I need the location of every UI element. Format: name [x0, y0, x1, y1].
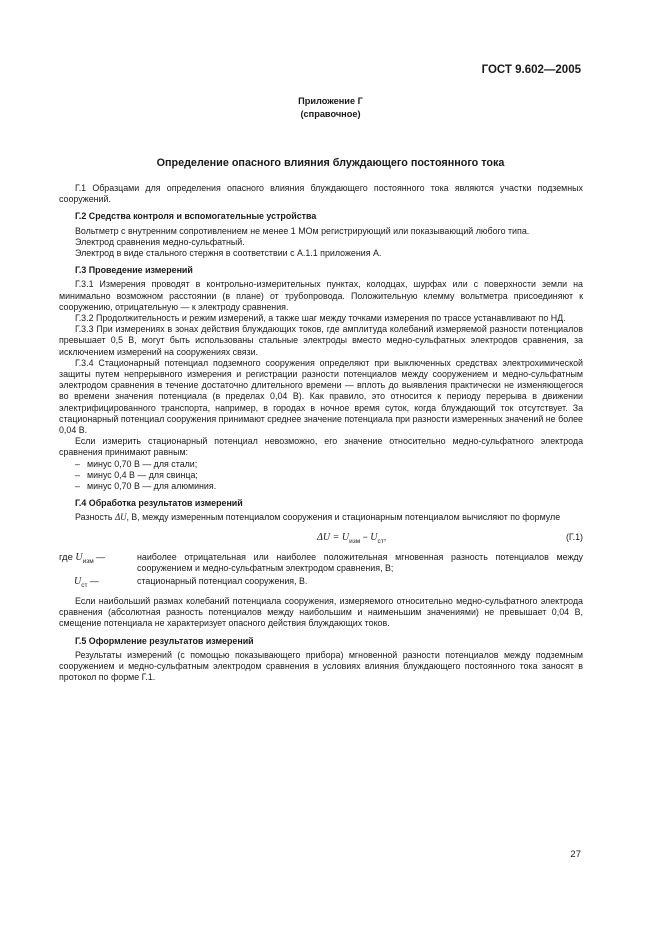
clause-g2-reference-electrode: Электрод сравнения медно-сульфатный.	[75, 236, 245, 247]
page-number: 27	[570, 849, 581, 860]
section-heading-g3: Г.3 Проведение измерений	[75, 265, 193, 276]
appendix-label	[0, 95, 661, 121]
appendix-status: (справочное)	[300, 109, 361, 119]
legend-row	[59, 576, 583, 591]
legend-symbol: $U_{ст}$ —	[74, 576, 99, 589]
list-item: – минус 0,70 В — для стали;	[75, 458, 198, 469]
formula-g1	[59, 526, 583, 550]
document-body	[59, 183, 583, 684]
clause-g3-1: Г.3.1 Измерения проводят в контрольно-измерительных пунктах, колодцах, шурфах или с поверхности земли на минимально возможном расстоянии (в плане) от трубопровода. Положительную клемму вольтметра присоединяют к сооружению, отрицательную — к электроду сравнения.	[59, 279, 583, 312]
clause-g2-voltmeter: Вольтметр с внутренним сопротивлением не менее 1 МОм регистрирующий или показывающий любого типа.	[75, 225, 530, 236]
appendix-title: Приложение Г	[298, 96, 363, 106]
list-item: – минус 0,4 В — для свинца;	[75, 469, 198, 480]
formula-expression: $\Delta U = U_{изм} - U_{ст}$,	[317, 531, 387, 545]
legend-symbol: где $U_{изм}$ —	[59, 551, 106, 565]
section-heading-g4: Г.4 Обработка результатов измерений	[75, 498, 243, 509]
legend-definition: наиболее отрицательная или наиболее положительная мгновенная разность потенциалов между сооружением и медно-сульфатным электродом сравнения, В;	[137, 551, 583, 573]
clause-g3-2: Г.3.2 Продолжительность и режим измерений, а также шаг между точками измерения по трассе устанавливают по НД.	[75, 313, 566, 324]
formula-legend	[59, 552, 583, 591]
clause-g4-intro: Разность ΔU, В, между измеренным потенциалом сооружения и стационарным потенциалом вычисляют по формуле	[75, 512, 561, 523]
clause-g2-steel-electrode: Электрод в виде стального стержня в соответствии с А.1.1 приложения А.	[75, 248, 382, 259]
document-number: ГОСТ 9.602—2005	[481, 64, 581, 76]
clause-g3-4: Г.3.4 Стационарный потенциал подземного сооружения определяют при выключенных средствах электрохимической защиты путем непрерывного измерения и регистрации разности потенциалов между сооружением и медно-сульфатным электродом сравнения в течение достаточно длительного времени — вплоть до выявления практически не изменяющегося во времени значения потенциала (в пределах 0,04 В). Как правило, это относится к периоду перерыва в движении электрифицированного транспорта, например, в городах в ночное время суток, когда блуждающий ток отсутствует. За стационарный потенциал сооружения принимают среднее значение потенциала при разности измеренных значений не более 0,04 В.	[59, 357, 583, 436]
clause-g3-3: Г.3.3 При измерениях в зонах действия блуждающих токов, где амплитуда колебаний измеряемой разности потенциалов превышает 0,5 В, могут быть использованы стальные электроды вместо медно-сульфатных электродов сравнения, за исключением измерений на сооружениях связи.	[59, 324, 583, 357]
clause-g5: Результаты измерений (с помощью показывающего прибора) мгновенной разности потенциалов между подземным сооружением и медно-сульфатным электродом сравнения в условиях влияния блуждающего постоянного тока заносят в протокол по форме Г.1.	[59, 649, 583, 683]
clause-g4-paragraph-2: Если наибольший размах колебаний потенциала сооружения, измеряемого относительно медно-сульфатного электрода сравнения (абсолютная разность потенциалов между наибольшим и наименьшим значениями) не превышает 0,04 В, смещение потенциала не характеризует опасного действия блуждающих токов.	[59, 596, 583, 629]
formula-number: (Г.1)	[565, 531, 583, 542]
section-heading-g5: Г.5 Оформление результатов измерений	[75, 635, 254, 646]
legend-definition: стационарный потенциал сооружения, В.	[137, 576, 308, 587]
clause-g1: Г.1 Образцами для определения опасного влияния блуждающего постоянного тока являются участки подземных сооружений.	[59, 183, 583, 205]
clause-g3-4-paragraph-2: Если измерить стационарный потенциал невозможно, его значение относительно медно-сульфатного электрода сравнения принимают равным:	[59, 436, 583, 458]
legend-row	[59, 552, 583, 574]
page-title: Определение опасного влияния блуждающего постоянного тока	[156, 157, 505, 169]
potential-values-list	[59, 459, 583, 493]
list-item: – минус 0,70 В — для алюминия.	[75, 481, 217, 492]
section-heading-g2: Г.2 Средства контроля и вспомогательные устройства	[75, 211, 317, 222]
